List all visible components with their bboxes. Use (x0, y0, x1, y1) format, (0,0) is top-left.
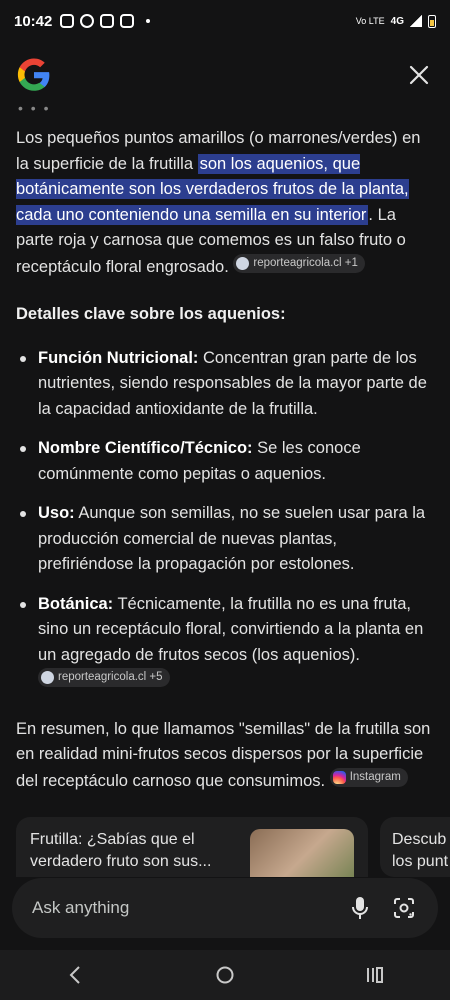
card-title: Frutilla: ¿Sabías que el verdadero fruto son sus... (30, 831, 212, 870)
status-time: 10:42 (14, 12, 53, 30)
bullet-item (16, 501, 434, 578)
mic-button[interactable] (346, 894, 374, 922)
close-icon (409, 65, 429, 85)
close-button[interactable] (404, 60, 434, 90)
instagram-icon (333, 771, 346, 784)
intro-text-end: . La parte roja y carnosa que comemos es un falso fruto o receptáculo floral engrosado. (16, 205, 406, 276)
intro-paragraph (16, 126, 434, 280)
instagram-notification-icon (100, 14, 114, 28)
bullet-text: Aunque son semillas, no se suelen usar para la producción comercial de nuevas plantas, prefiriéndose la propagación por estolones. (38, 504, 426, 573)
card-thumbnail (250, 829, 354, 877)
summary-text: En resumen, lo que llamamos "semillas" de la frutilla son en realidad mini-frutos secos dispersos por la superficie del receptáculo carnoso que consumimos. (16, 719, 431, 790)
home-button[interactable] (210, 960, 240, 990)
source-label: Instagram (349, 770, 401, 783)
truncated-indicator: • • • (18, 100, 51, 116)
bullet-term: Botánica: (38, 594, 114, 613)
bullet-term: Función Nutricional: (38, 348, 199, 367)
bullet-term: Nombre Científico/Técnico: (38, 439, 253, 457)
battery-icon (428, 15, 436, 28)
ask-input[interactable]: Ask anything (32, 898, 130, 917)
instagram-notification-icon (60, 14, 74, 28)
network-type: 4G (390, 15, 404, 27)
volte-indicator: Vo LTE (355, 16, 385, 26)
recents-button[interactable] (360, 960, 390, 990)
ai-answer (16, 126, 434, 816)
bullet-list (16, 346, 434, 695)
related-card[interactable] (380, 817, 450, 877)
bullet-item (16, 436, 434, 487)
back-icon (68, 965, 82, 985)
lens-button[interactable] (390, 894, 418, 922)
related-card[interactable] (16, 817, 368, 877)
home-icon (215, 965, 235, 985)
back-button[interactable] (60, 960, 90, 990)
bullet-item (16, 592, 434, 695)
more-notifications-icon (146, 19, 150, 23)
signal-icon (410, 15, 422, 27)
bullet-term: Uso: (38, 504, 75, 522)
google-logo (16, 57, 52, 93)
recents-icon (365, 966, 385, 984)
website-favicon-icon (41, 671, 54, 684)
whatsapp-notification-icon (80, 14, 94, 28)
highlighted-text[interactable]: son los aquenios, que botánicamente son los verdaderos frutos de la planta, cada uno conteniendo una semilla en su interior (16, 154, 409, 224)
source-chip[interactable] (38, 668, 170, 687)
summary-paragraph (16, 717, 434, 795)
source-label: reporteagricola.cl +5 (58, 671, 163, 683)
related-cards (16, 817, 450, 877)
status-bar (0, 0, 450, 42)
google-lens-icon (392, 896, 416, 920)
microphone-icon (351, 896, 369, 920)
source-label: reporteagricola.cl +1 (253, 256, 358, 269)
bullet-text: Se les conoce comúnmente como pepitas o aquenios. (38, 439, 361, 483)
website-favicon-icon (236, 257, 249, 270)
section-title: Detalles clave sobre los aquenios: (16, 305, 286, 323)
instagram-notification-icon (120, 14, 134, 28)
intro-text: Los pequeños puntos amarillos (o marrones/verdes) en la superficie de la frutilla (16, 129, 421, 173)
source-chip[interactable] (233, 254, 365, 273)
bullet-item (16, 346, 434, 423)
system-nav-bar (0, 950, 450, 1000)
bullet-text: Técnicamente, la frutilla no es una fruta, sino un receptáculo floral, convirtiendo a la planta en un agregado de frutos secos (los aquenios). (38, 594, 424, 664)
source-chip[interactable] (330, 768, 408, 787)
system-status (356, 15, 436, 28)
notification-icons (60, 14, 150, 28)
card-title: Descub los punt (392, 831, 449, 870)
ask-bar[interactable] (12, 878, 438, 938)
bullet-text: Concentran gran parte de los nutrientes, siendo responsables de la mayor parte de la capacidad antioxidante de la frutilla. (38, 348, 427, 418)
top-bar (0, 42, 450, 108)
